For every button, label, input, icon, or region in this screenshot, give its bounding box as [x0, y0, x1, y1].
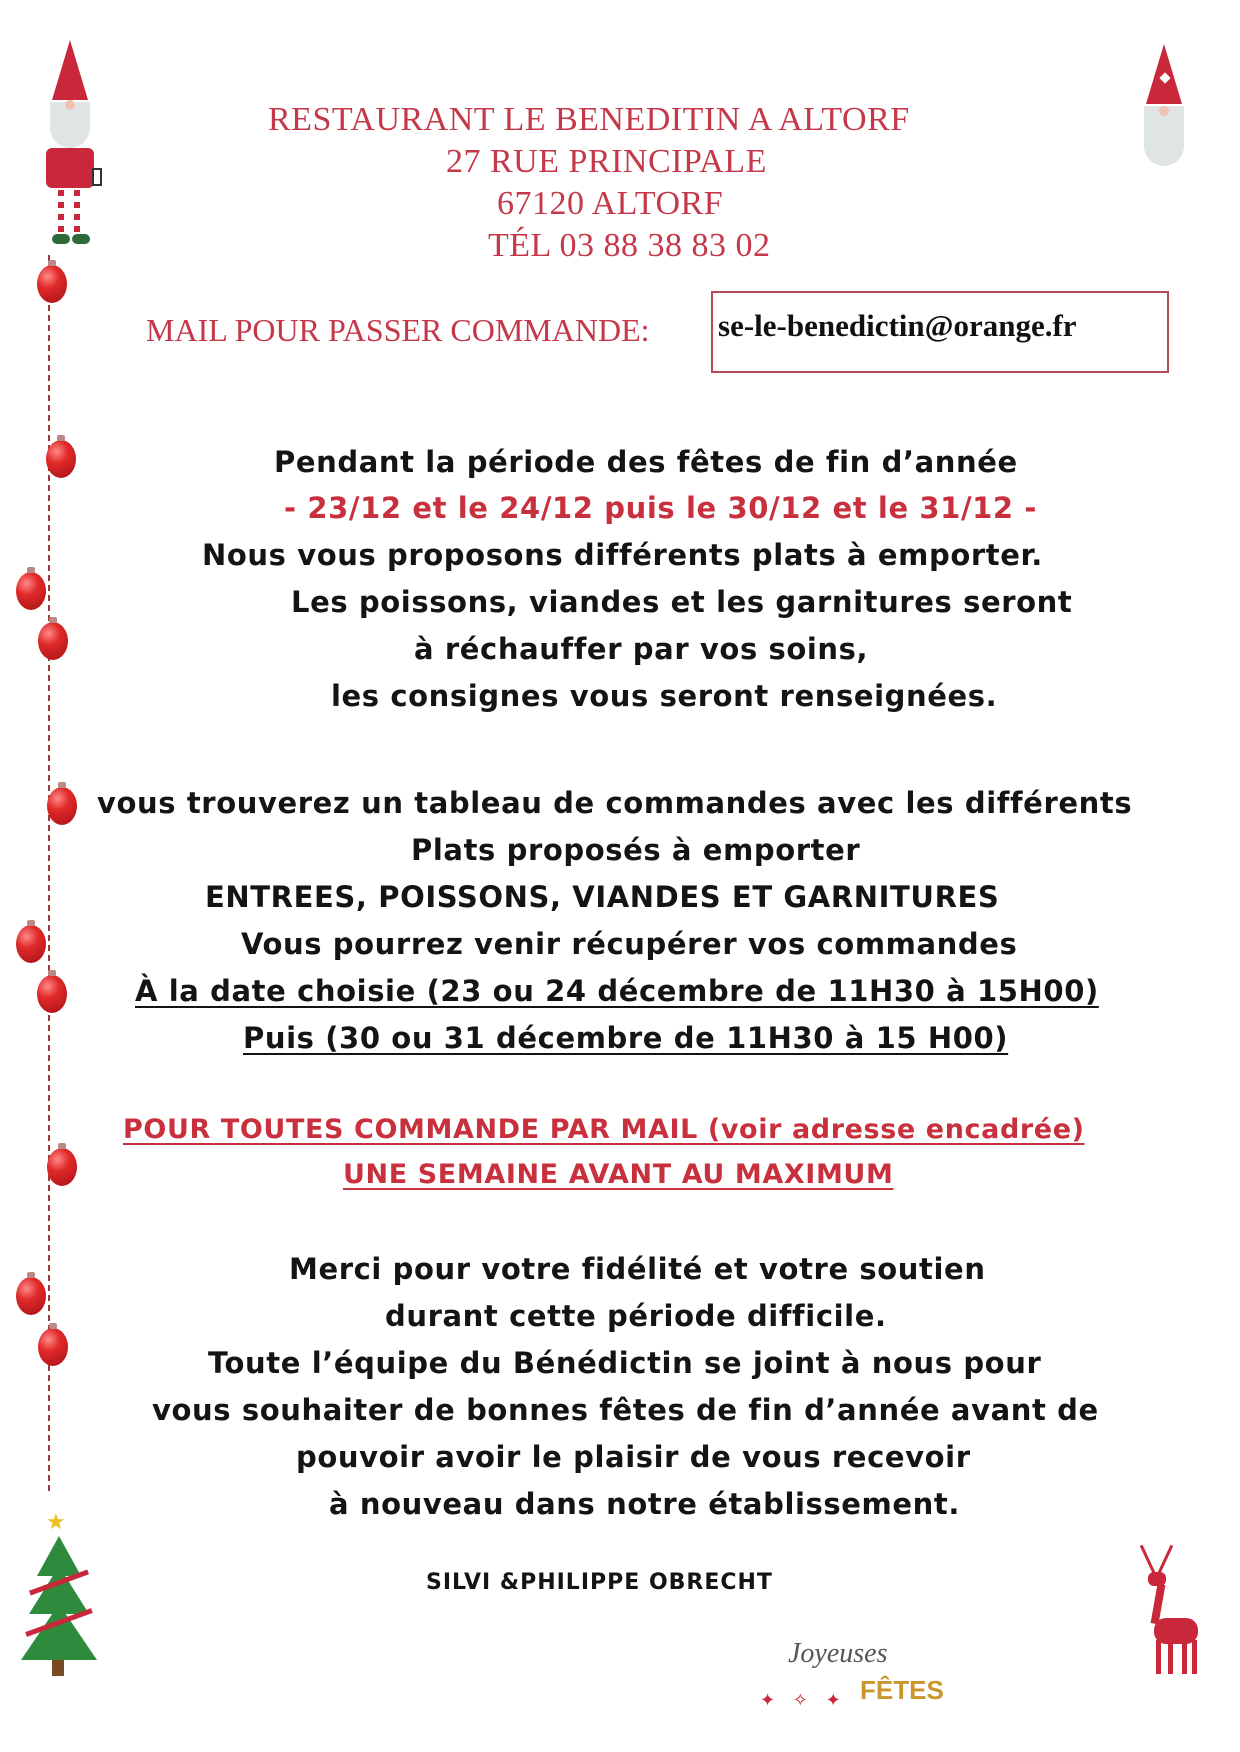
orders-pickup-date-2: Puis (30 ou 31 décembre de 11H30 à 15 H00)	[243, 1021, 1009, 1055]
gnome-left-icon	[44, 40, 104, 260]
greeting-word: FÊTES	[860, 1675, 944, 1705]
restaurant-name: RESTAURANT LE BENEDITIN A ALTORF	[268, 101, 910, 138]
restaurant-street: 27 RUE PRINCIPALE	[446, 143, 767, 180]
thanks-line-2: durant cette période difficile.	[385, 1299, 887, 1333]
intro-line-1: Pendant la période des fêtes de fin d’année	[274, 445, 1018, 479]
intro-line-5: à réchauffer par vos soins,	[414, 632, 869, 666]
orders-line-3: ENTREES, POISSONS, VIANDES ET GARNITURES	[205, 880, 1000, 914]
ornament-ball-icon	[47, 1148, 77, 1186]
orders-pickup-date-1: À la date choisie (23 ou 24 décembre de 11H30 à 15H00)	[135, 974, 1099, 1008]
reindeer-icon	[1138, 1540, 1208, 1680]
thanks-line-4: vous souhaiter de bonnes fêtes de fin d’année avant de	[152, 1393, 1099, 1427]
intro-line-4: Les poissons, viandes et les garnitures seront	[291, 585, 1073, 619]
notice-line-1: POUR TOUTES COMMANDE PAR MAIL (voir adresse encadrée)	[123, 1114, 1085, 1145]
ornament-ball-icon	[46, 440, 76, 478]
restaurant-phone: TÉL 03 88 38 83 02	[488, 227, 771, 264]
signature: SILVI &PHILIPPE OBRECHT	[426, 1570, 773, 1595]
thanks-line-6: à nouveau dans notre établissement.	[329, 1487, 960, 1521]
intro-dates: - 23/12 et le 24/12 puis le 30/12 et le 31/12 -	[284, 491, 1038, 525]
greeting-script: Joyeuses	[788, 1638, 888, 1669]
ornament-ball-icon	[16, 1277, 46, 1315]
sparkle-icon: ✦ ✧ ✦	[760, 1690, 847, 1711]
ornament-ball-icon	[38, 622, 68, 660]
mail-address-link[interactable]: se-le-benedictin@orange.fr	[718, 308, 1077, 343]
orders-line-2: Plats proposés à emporter	[411, 833, 861, 867]
orders-line-1: vous trouverez un tableau de commandes avec les différents	[97, 786, 1133, 820]
christmas-tree-icon: ★	[20, 1510, 110, 1690]
notice-line-2: UNE SEMAINE AVANT AU MAXIMUM	[343, 1159, 894, 1190]
thanks-line-3: Toute l’équipe du Bénédictin se joint à nous pour	[208, 1346, 1042, 1380]
mail-label: MAIL POUR PASSER COMMANDE:	[146, 312, 650, 348]
intro-line-6: les consignes vous seront renseignées.	[331, 679, 998, 713]
ornament-ball-icon	[16, 572, 46, 610]
intro-line-3: Nous vous proposons différents plats à emporter.	[202, 538, 1043, 572]
gnome-right-icon	[1138, 44, 1198, 194]
ornament-ball-icon	[47, 787, 77, 825]
thanks-line-1: Merci pour votre fidélité et votre soutien	[289, 1252, 986, 1286]
thanks-line-5: pouvoir avoir le plaisir de vous recevoir	[296, 1440, 971, 1474]
ornament-ball-icon	[37, 265, 67, 303]
restaurant-city: 67120 ALTORF	[497, 185, 724, 222]
ornament-ball-icon	[16, 925, 46, 963]
ornament-ball-icon	[37, 975, 67, 1013]
ornament-ball-icon	[38, 1328, 68, 1366]
orders-line-4: Vous pourrez venir récupérer vos commandes	[241, 927, 1018, 961]
garland-string	[48, 255, 50, 1495]
